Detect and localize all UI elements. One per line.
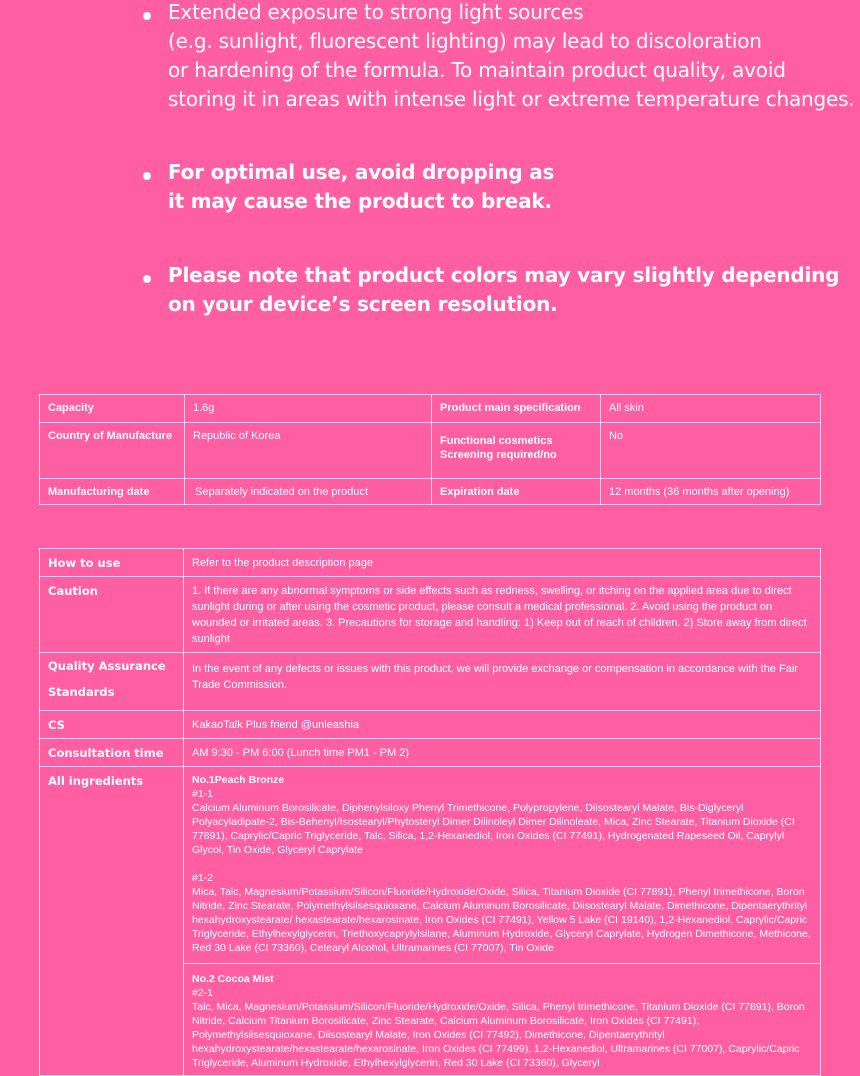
divider (184, 963, 820, 964)
cs-value: KakaoTalk Plus friend @unleashia (184, 711, 821, 739)
shade-code: #1-2 (192, 872, 214, 884)
exp-date-label: Expiration date (432, 479, 601, 505)
cs-label: CS (40, 711, 184, 739)
bullet-dot-icon (143, 172, 151, 180)
note-line: Extended exposure to strong light sources (168, 0, 584, 24)
mfg-date-label: Manufacturing date (40, 479, 185, 505)
qa-label-line: Standards (48, 685, 115, 699)
quality-assurance-label (40, 653, 184, 711)
caution-label: Caution (40, 577, 184, 653)
note-line: Please note that product colors may vary slightly depending (168, 263, 840, 287)
capacity-label: Capacity (40, 395, 185, 423)
quality-assurance-value: In the event of any defects or issues with this product, we will provide exchange or compensation in accordance with the Fair Trade Commission. (184, 653, 821, 711)
country-label: Country of Manufacture (40, 423, 185, 479)
functional-label (432, 423, 601, 479)
ingredient-list: Calcium Aluminum Borosilicate, Diphenylsiloxy Phenyl Trimethicone, Polypropylene, Diisostearyl Malate, Bis-Diglyceryl Polyacyladipate-2, Bis-Behenyl/Isostearyl/Phytosteryl Dimer Dilinoleyl Dimer Dilinoleate, Mica, Zinc Stearate, Titanium Dioxide (CI 77891), Caprylic/Capric Triglyceride, Talc, Silica, 1,2-Hexanediol, Iron Oxides (CI 77491), Hydrogenated Rapeseed Oil, Caprylyl Glycol, Tin Oxide, Glyceryl Caprylate (192, 802, 795, 856)
ingredient-list: Talc, Mica, Magnesium/Potassium/Silicon/Fluoride/Hydroxide/Oxide, Silica, Phenyl trimethicone, Titanium Dioxide (CI 77891), Boron Nitride, Calcium Titanium Borosilicate, Zinc Stearate, Calcium Aluminum Borosilicate, Iron Oxides (CI 77491), Polymethylsilsesquioxane, Diisostearyl Malate, Iron Oxides (CI 77492), Dimethicone, Dipentaerythrityl hexahydroxystearate/hexastearate/hexarosinate, Iron Oxides (CI 77499), 1,2-Hexanediol, Ultramarines (CI 77007), Caprylic/Capric Triglyceride, Aluminum Hydroxide, Ethylhexylglycerin, Red 30 Lake (CI 73360), Glyceryl (192, 1001, 805, 1069)
product-name: No.2 Cocoa Mist (192, 973, 274, 985)
note-line: on your device’s screen resolution. (168, 292, 558, 316)
caution-value: 1. If there are any abnormal symptoms or side effects such as redness, swelling, or itching on the applied area due to direct sunlight during or after using the cosmetic product, please consult a medical professional. 2. Avoid using the product on wounded or irritated areas. 3. Precautions for storage and handling: 1) Keep out of reach of children. 2) Store away from direct sunlight (184, 577, 821, 653)
shade-code: #1-1 (192, 788, 214, 800)
bullet-dot-icon (143, 12, 151, 20)
product-name: No.1Peach Bronze (192, 774, 285, 786)
how-to-use-label: How to use (40, 549, 184, 577)
consultation-time-label: Consultation time (40, 739, 184, 767)
functional-label-line: Functional cosmetics (440, 435, 553, 447)
main-spec-label: Product main specification (432, 395, 601, 423)
note-line: For optimal use, avoid dropping as (168, 160, 555, 184)
product-info-table (39, 548, 821, 1076)
ingredient-product-1 (192, 773, 812, 955)
note-line: (e.g. sunlight, fluorescent lighting) may lead to discoloration (168, 29, 762, 53)
ingredient-list: Mica, Talc, Magnesium/Potassium/Silicon/Fluoride/Hydroxide/Oxide, Silica, Titanium Dioxide (CI 77891), Phenyl trimethicone, Boron Nitride, Zinc Stearate, Polymethylsilsesquioxane, Calcium Aluminum Borosilicate, Diisostearyl Malate, Dimethicone, Dipentaerythrityl hexahydroxystearate/ hexastearate/hexarosinate, Iron Oxides (CI 77491), Yellow 5 Lake (CI 19140), 1,2-Hexanediol, Caprylic/Capric Triglyceride, Ethylhexylglycerin, Triethoxycaprylylsilane, Aluminum Hydroxide, Glyceryl Caprylate, Hydrogen Dimethicone, Methicone, Red 30 Lake (CI 73360), Cetearyl Alcohol, Ultramarines (CI 77007), Tin Oxide (192, 886, 811, 954)
consultation-time-value: AM 9:30 - PM 6:00 (Lunch time PM1 - PM 2) (184, 739, 821, 767)
shade-code: #2-1 (192, 987, 214, 999)
note-line: or hardening of the formula. To maintain product quality, avoid (168, 58, 786, 82)
country-value: Republic of Korea (185, 423, 432, 479)
functional-value: No (601, 423, 821, 479)
main-spec-value: All skin (601, 395, 821, 423)
mfg-date-value: Separately indicated on the product (185, 479, 432, 505)
bullet-dot-icon (143, 275, 151, 283)
spacer (192, 857, 812, 871)
how-to-use-value: Refer to the product description page (184, 549, 821, 577)
all-ingredients-label: All ingredients (40, 767, 184, 1076)
ingredient-product-2 (192, 972, 812, 1070)
qa-label-line: Quality Assurance (48, 659, 166, 673)
exp-date-value: 12 months (36 months after opening) (601, 479, 821, 505)
note-line: storing it in areas with intense light or extreme temperature changes. (168, 87, 855, 111)
functional-label-line: Screening required/no (440, 449, 557, 461)
all-ingredients-value (184, 767, 821, 1076)
capacity-value: 1.6g (185, 395, 432, 423)
note-line: it may cause the product to break. (168, 189, 552, 213)
product-spec-table (39, 394, 821, 505)
